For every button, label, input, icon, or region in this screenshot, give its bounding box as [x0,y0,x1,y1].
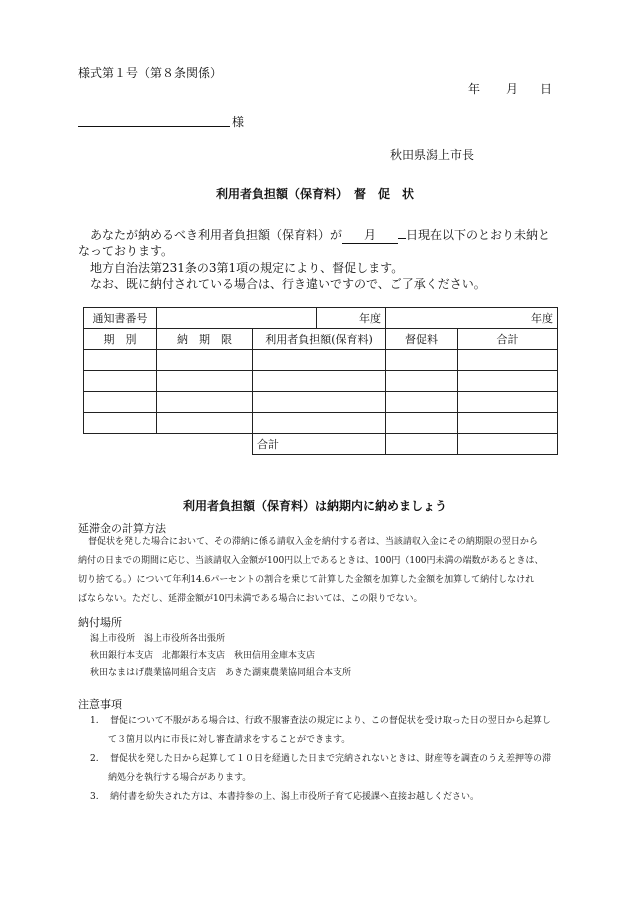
form-number: 様式第１号（第８条関係） [78,66,223,80]
table-row [84,392,558,413]
fiscal-year-label-1: 年度 [317,308,386,329]
late-fee-line-3: 切り捨てる。）について年利14.6パーセントの割合を乗じて計算した金額を加算した金額を加算して納付しなけれ [78,575,535,585]
table-total-row [84,434,558,455]
note-1-line-2: て３箇月以内に市長に対し審査請求をすることができます。 [108,735,351,745]
intro-month-field [342,226,398,244]
issuer-name: 秋田県潟上市長 [390,148,475,162]
table-row [84,413,558,434]
header-fee-amount: 利用者負担額(保育料) [253,329,386,350]
date-month-label: 月 [506,82,519,96]
intro-line-4: なお、既に納付されている場合は、行き違いですので、ご了承ください。 [90,277,486,291]
late-fee-line-2: 納付の日までの期間に応じ、当該請収入金額が100円以上であるときは、100円（100円未満の端数があるときは、 [78,556,544,566]
addressee-line [78,126,230,127]
header-total: 合計 [458,329,558,350]
header-due-date: 納 期 限 [157,329,253,350]
addressee-suffix: 様 [232,115,245,129]
document-title: 利用者負担額（保育料） 督 促 状 [215,187,414,201]
note-2-line-1: 督促状を発した日から起算して１０日を経過した日まで完納されないときは、財産等を調査のうえ差押等の滞 [110,754,552,764]
notes-heading: 注意事項 [78,698,122,711]
date-year-label: 年 [468,82,481,96]
intro-month-label: 月 [364,228,377,242]
intro-line-1-b: 日現在以下のとおり未納と [406,228,551,242]
note-3-line-1: 納付書を紛失された方は、本書持参の上、潟上市役所子育て応援課へ直接お越しください。 [110,792,480,802]
intro-line-2: なっております。 [78,244,174,258]
intro-day-field [398,238,406,239]
table-row [84,371,558,392]
header-reminder-fee: 督促料 [386,329,458,350]
late-fee-line-4: ばならない。ただし、延滞金額が10円未満である場合においては、この限りでない。 [78,594,423,604]
arrears-table [83,307,558,455]
late-fee-text [78,533,556,609]
payment-place-3: 秋田なまはげ農業協同組合支店 あきた湖東農業協同組合本支所 [90,668,352,678]
note-number-2: 2. [90,754,99,764]
header-period: 期 別 [84,329,157,350]
payment-place-1: 潟上市役所 潟上市役所各出張所 [90,634,226,644]
payment-places-list [90,631,351,682]
fiscal-year-label-2: 年度 [386,308,558,329]
note-item-1 [90,712,560,750]
notice-number-label: 通知書番号 [84,308,157,329]
table-row [84,350,558,371]
total-label: 合計 [253,434,386,455]
note-1-line-1: 督促について不服がある場合は、行政不服審査法の規定により、この督促状を受け取った日の翌日から起算し [110,716,551,726]
payment-place-2: 秋田銀行本支店 北都銀行本支店 秋田信用金庫本支店 [90,651,316,661]
note-2-line-2: 納処分を執行する場合があります。 [108,773,252,783]
pay-on-time-title: 利用者負担額（保育料）は納期内に納めましょう [182,499,447,513]
table-header-row [84,329,558,350]
late-fee-line-1: 督促状を発した場合において、その滞納に係る請収入金を納付する者は、当該請収入金にその納期限の翌日から [88,537,538,547]
note-item-3 [90,788,560,807]
date-day-label: 日 [540,82,553,96]
intro-line-1-a: あなたが納めるべき利用者負担額（保育料）が [90,228,343,242]
notes-list [90,712,560,807]
late-fee-heading: 延滞金の計算方法 [78,522,166,535]
note-number-3: 3. [90,792,99,802]
note-number-1: 1. [90,716,99,726]
note-item-2 [90,750,560,788]
payment-places-heading: 納付場所 [78,616,122,629]
intro-line-3: 地方自治法第231条の3第1項の規定により、督促します。 [90,261,404,275]
table-row-notice-number [84,308,558,329]
notice-number-value [157,308,317,329]
